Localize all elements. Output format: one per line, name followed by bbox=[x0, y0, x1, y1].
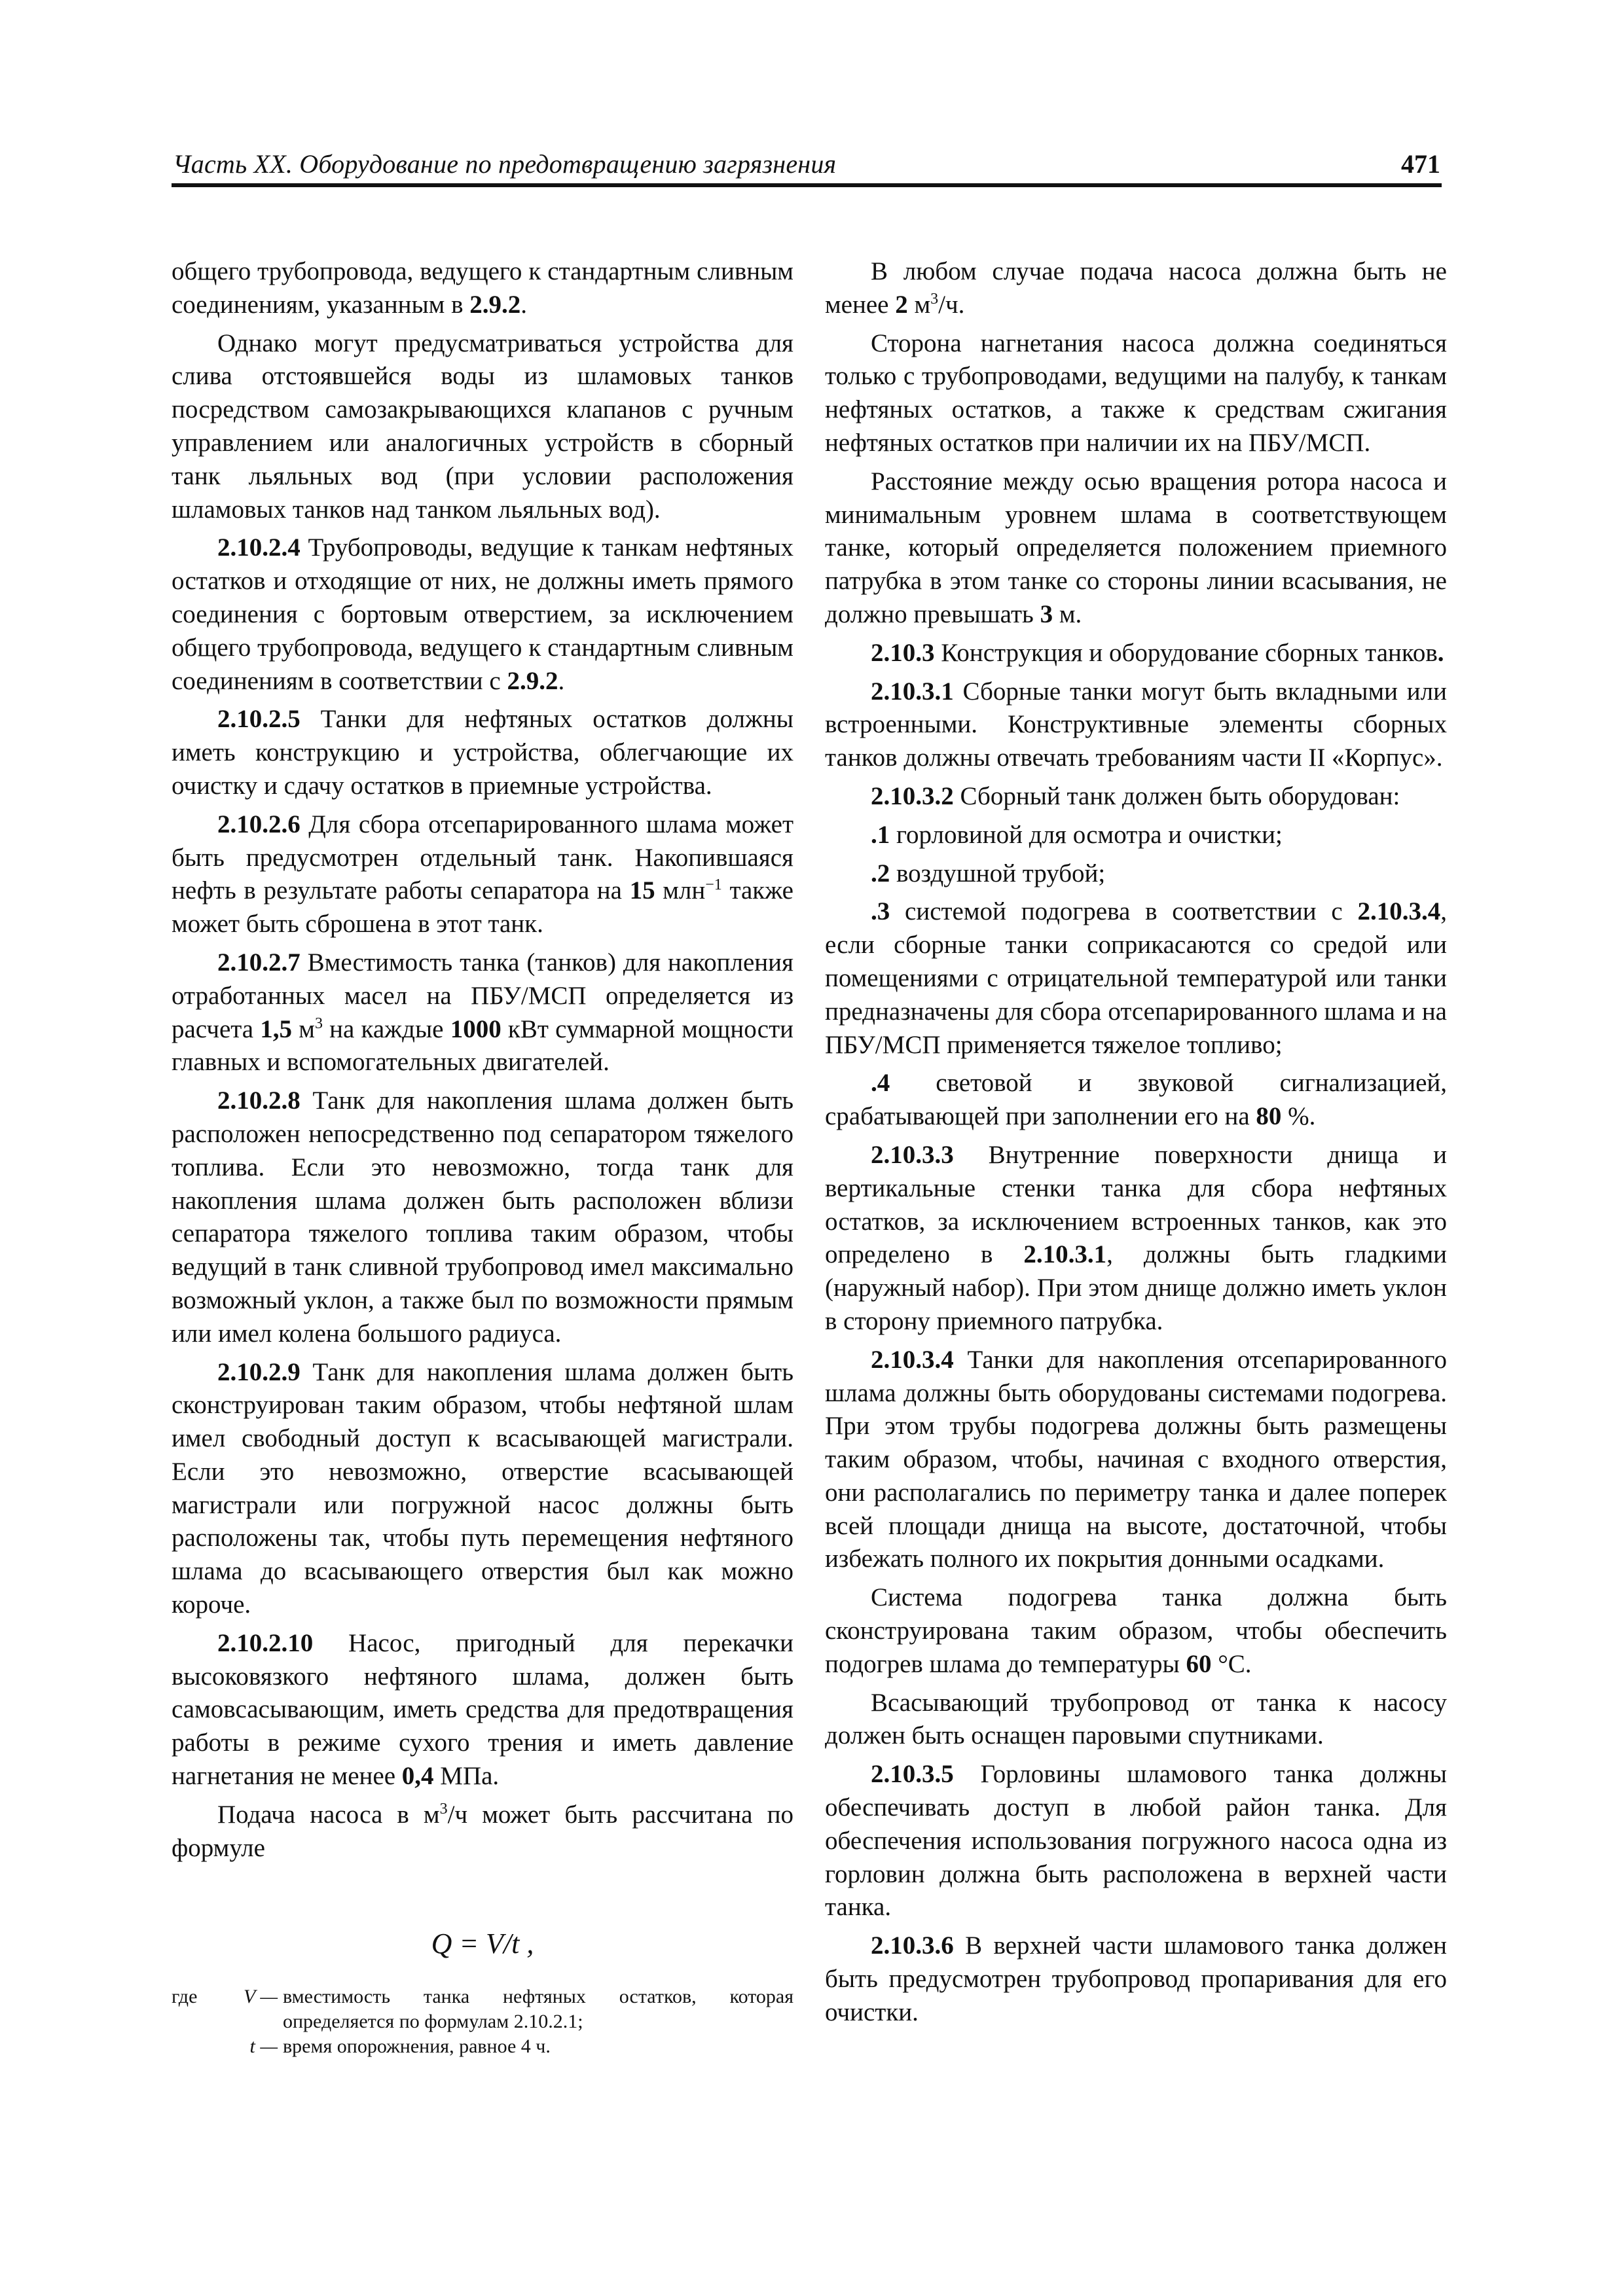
clause-number: 2.10.2.5 bbox=[217, 705, 301, 734]
legend-text-t: время опорожнения, равное 4 ч. bbox=[283, 2036, 551, 2058]
legend-text-v: вместимость танка нефтяных остатков, которая определяется по формулам 2.10.2.1; bbox=[283, 1986, 793, 2033]
left-column bbox=[172, 255, 793, 2059]
clause-number: 2.10.3.6 bbox=[871, 1931, 954, 1960]
clause-number: 2.10.2.6 bbox=[217, 810, 301, 838]
list-item: .3 системой подогрева в соответствии с 2.10.3.4, если сборные танки соприкасаются со средой или помещениями с отрицательной температурой или танки предназначены для сбора отсепарированного шлама и на ПБУ/МСП применяется тяжелое топливо; bbox=[825, 897, 1447, 1059]
paragraph: Система подогрева танка должна быть сконструирована таким образом, чтобы обеспечить подогрев шлама до температуры 60 °С. bbox=[825, 1583, 1447, 1678]
paragraph: Расстояние между осью вращения ротора насоса и минимальным уровнем шлама в соответствующем танке, который определяется положением приемного патрубка в этом танке со стороны линии всасывания, не должно превышать 3 м. bbox=[825, 467, 1447, 628]
clause-2-10-3-2: 2.10.3.2 Сборный танк должен быть оборудован: bbox=[871, 781, 1400, 810]
where-word: где bbox=[172, 1986, 198, 2008]
clause-2-10-2-4: 2.10.2.4 Трубопроводы, ведущие к танкам нефтяных остатков и отходящие от них, не должны иметь прямого соединения с бортовым отверстием, за исключением общего трубопровода, ведущего к стандартным сливным соединениям в соответствии с 2.9.2. bbox=[172, 533, 793, 695]
paragraph: В любом случае подача насоса должна быть не менее 2 $м^3/ч$. bbox=[825, 257, 1447, 319]
clause-2-10-2-6: 2.10.2.6 Для сбора отсепарированного шлама может быть предусмотрен отдельный танк. Накопившаяся нефть в результате работы сепаратора на 15 млн$^{-1}$ также может быть сброшена в этот танк. bbox=[172, 810, 793, 939]
clause-2-10-3-6: 2.10.3.6 В верхней части шламового танка должен быть предусмотрен трубопровод пропаривания для его очистки. bbox=[825, 1931, 1447, 2026]
clause-number: 2.10.2.4 bbox=[217, 533, 301, 562]
clause-2-10-3-1: 2.10.3.1 Сборные танки могут быть вкладными или встроенными. Конструктивные элементы сборных танков должны отвечать требованиям части II «Корпус». bbox=[825, 677, 1447, 772]
clause-2-10-2-5: 2.10.2.5 Танки для нефтяных остатков должны иметь конструкцию и устройства, облегчающие их очистку и сдачу остатков в приемные устройства. bbox=[172, 705, 793, 800]
section-number: 2.10.3 bbox=[871, 638, 935, 667]
formula: Q = V/t , bbox=[431, 1928, 534, 1960]
paragraph: Однако могут предусматриваться устройства для слива отстоявшейся воды из шламовых танков посредством самозакрывающихся клапанов с ручным управлением или аналогичных устройств в сборный танк льяльных вод (при условии расположения шламовых танков над танком льяльных вод). bbox=[172, 329, 793, 524]
clause-2-10-2-10: 2.10.2.10 Насос, пригодный для перекачки высоковязкого нефтяного шлама, должен быть самовсасывающим, иметь средства для предотвращения работы в режиме сухого трения и иметь давление нагнетания не менее 0,4 МПа. bbox=[172, 1628, 793, 1791]
clause-number: 2.10.2.7 bbox=[217, 948, 301, 977]
list-item: .1 горловиной для осмотра и очистки; bbox=[871, 820, 1283, 849]
clause-2-10-3-4: 2.10.3.4 Танки для накопления отсепарированного шлама должны быть оборудованы системами подогрева. При этом трубы подогрева должны быть размещены таким образом, чтобы, начиная с входного отверстия, они располагались по периметру танка и далее поперек всей площади днища на высоте, достаточной, чтобы избежать полного их покрытия донными осадками. bbox=[825, 1345, 1447, 1573]
paragraph: Подача насоса в $м^3/ч$ может быть рассчитана по формуле bbox=[172, 1800, 793, 1862]
clause-number: 2.10.3.1 bbox=[871, 677, 954, 706]
clause-2-10-3-3: 2.10.3.3 Внутренние поверхности днища и вертикальные стенки танка для сбора нефтяных остатков, за исключением встроенных танков, как это определено в 2.10.3.1, должны быть гладкими (наружный набор). При этом днище должно иметь уклон в сторону приемного патрубка. bbox=[825, 1140, 1447, 1335]
clause-2-10-3-5: 2.10.3.5 Горловины шламового танка должны обеспечивать доступ в любой район танка. Для обеспечения использования погружного насоса одна из горловин должна быть расположена в верхней части танка. bbox=[825, 1760, 1447, 1922]
clause-2-10-2-9: 2.10.2.9 Танк для накопления шлама должен быть сконструирован таким образом, чтобы нефтяной шлам имел свободный доступ к всасывающей магистрали. Если это невозможно, отверстие всасывающей магистрали или погружной насос должны быть расположены так, чтобы путь перемещения нефтяного шлама до всасывающего отверстия был как можно короче. bbox=[172, 1357, 793, 1619]
list-item: .4 световой и звуковой сигнализацией, срабатывающей при заполнении его на 80 %. bbox=[825, 1069, 1447, 1131]
legend-symbol-v: V — bbox=[244, 1986, 278, 2008]
clause-number: 2.10.2.9 bbox=[217, 1357, 301, 1386]
paragraph: общего трубопровода, ведущего к стандартным сливным соединениям, указанным в 2.9.2. bbox=[172, 257, 793, 319]
paragraph: Сторона нагнетания насоса должна соединяться только с трубопроводами, ведущими на палубу, к танкам нефтяных остатков, а также к средствам сжигания нефтяных остатков при наличии их на ПБУ/МСП. bbox=[825, 329, 1447, 457]
right-column bbox=[825, 255, 1447, 2035]
clause-number: 2.10.3.4 bbox=[871, 1345, 954, 1374]
header-title: Часть XX. Оборудование по предотвращению загрязнения bbox=[173, 149, 837, 179]
clause-number: 2.10.2.8 bbox=[217, 1086, 301, 1115]
clause-number: 2.10.3.2 bbox=[871, 781, 954, 810]
page-number: 471 bbox=[1401, 149, 1440, 179]
clause-number: 2.10.3.5 bbox=[871, 1760, 954, 1789]
formula-legend bbox=[172, 1984, 793, 2059]
list-item: .2 воздушной трубой; bbox=[871, 859, 1106, 888]
legend-symbol-t: t — bbox=[249, 2036, 278, 2058]
clause-2-10-2-8: 2.10.2.8 Танк для накопления шлама должен быть расположен непосредственно под сепаратором тяжелого топлива. Если это невозможно, тогда танк для накопления шлама должен быть расположен вблизи сепаратора тяжелого топлива таким образом, чтобы ведущий в танк сливной трубопровод имел максимально возможный уклон, а также был по возможности прямым или имел колена большого радиуса. bbox=[172, 1086, 793, 1348]
clause-number: 2.10.2.10 bbox=[217, 1628, 314, 1657]
paragraph: Всасывающий трубопровод от танка к насосу должен быть оснащен паровыми спутниками. bbox=[825, 1688, 1447, 1750]
running-header bbox=[172, 144, 1442, 187]
clause-number: 2.10.3.3 bbox=[871, 1140, 954, 1169]
section-2-10-3: 2.10.3 Конструкция и оборудование сборных танков. bbox=[871, 638, 1444, 667]
clause-2-10-2-7: 2.10.2.7 Вместимость танка (танков) для накопления отработанных масел на ПБУ/МСП определяется из расчета 1,5 $м^3$ на каждые 1000 кВт суммарной мощности главных и вспомогательных двигателей. bbox=[172, 948, 793, 1077]
